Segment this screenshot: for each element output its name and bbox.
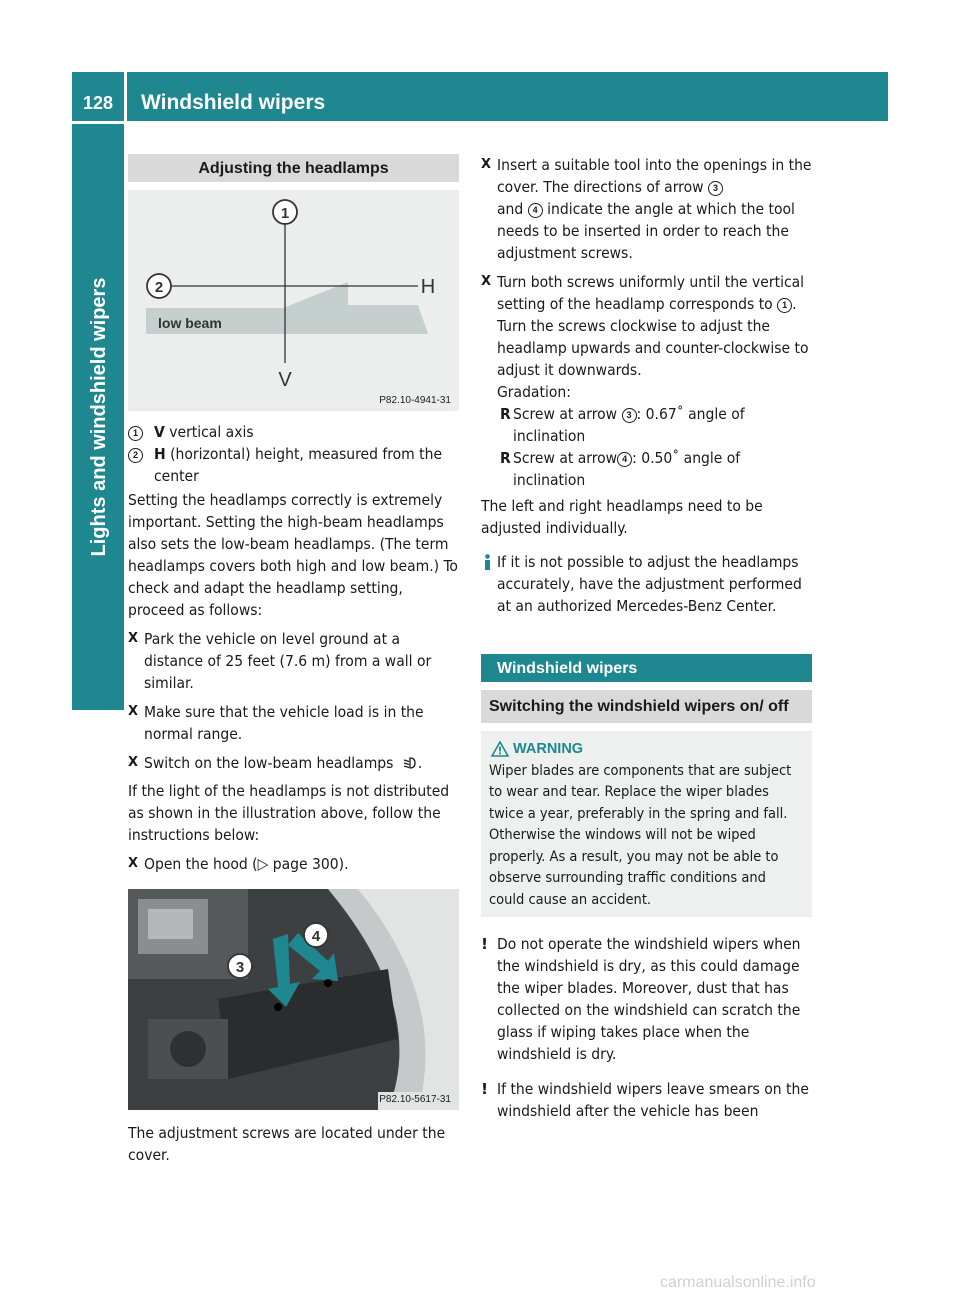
header-title: Windshield wipers xyxy=(141,91,326,114)
axis-v-label: V xyxy=(278,369,292,391)
gradation-2-pre: Screw at arrow xyxy=(513,449,618,467)
note-dry-windshield xyxy=(481,933,812,1065)
callout-2-text: 2 xyxy=(154,279,164,296)
warning-title-text: WARNING xyxy=(513,741,584,757)
headlamp-aim-svg xyxy=(128,190,459,411)
gradation-item-1: R Screw at arrow 3 : 0.67˚ angle of inclination xyxy=(500,405,745,445)
gradation-2-post: : 0.50˚ angle of inclination xyxy=(513,449,741,489)
legend-item-1 xyxy=(128,421,459,443)
subsection-title-switching: Switching the windshield wipers on/ off xyxy=(481,690,812,723)
gradation-label: Gradation: xyxy=(497,383,571,401)
step-arrow-icon: X xyxy=(481,274,492,289)
legend xyxy=(128,421,459,487)
legend-item-2 xyxy=(128,443,459,487)
gradation-2-num: 4 xyxy=(617,452,632,467)
warning-text: Wiper blades are components that are subject to wear and tear. Replace the wiper blades twice a year, preferably in the spring and fall. Otherwise the windows will not be wiped properly. As a result, you may not be able to observe surrounding traffic conditions and could cause an accident. xyxy=(489,762,792,908)
callout-1-text: 1 xyxy=(280,205,290,222)
step-arrow-icon: X xyxy=(481,157,492,172)
step-insert-text-2: and xyxy=(497,200,524,218)
step-turn-screws xyxy=(481,271,812,491)
step-turn-text-1: Turn both screws uniformly until the vertical setting of the headlamp corresponds to xyxy=(497,273,805,313)
step-arrow-icon: X xyxy=(128,631,139,646)
step-insert-text-1: Insert a suitable tool into the openings in the cover. The directions of arrow xyxy=(497,156,812,196)
warning-box xyxy=(481,731,812,917)
step-park xyxy=(128,628,459,694)
step-open-hood-text: Open the hood (▷ page 300). xyxy=(144,855,349,873)
after-steps-paragraph: If the light of the headlamps is not distributed as shown in the illustration above, follow the instructions below: xyxy=(128,782,450,844)
step-arrow-icon: X xyxy=(128,704,139,719)
section-title-adjusting-headlamps: Adjusting the headlamps xyxy=(128,154,459,182)
legend-num-1: 1 xyxy=(128,426,143,441)
legend-num-2: 2 xyxy=(128,448,143,463)
step-open-hood xyxy=(128,853,459,875)
gradation-1-num: 3 xyxy=(622,408,637,423)
legend-text-2: (horizontal) height, measured from the center xyxy=(154,445,443,485)
step-insert-tool xyxy=(481,154,812,264)
info-text: If it is not possible to adjust the headlamps accurately, have the adjustment performed at an authorized Mercedes-Benz Center. xyxy=(497,553,802,615)
legend-key-2: H xyxy=(154,445,166,463)
individual-paragraph: The left and right headlamps need to be adjusted individually. xyxy=(481,497,763,537)
note-2-text: If the windshield wipers leave smears on the windshield after the vehicle has been xyxy=(497,1080,809,1120)
headlamp-aim-diagram xyxy=(128,190,459,411)
section-title-windshield-wipers: Windshield wipers xyxy=(481,654,812,682)
num-circle-3: 3 xyxy=(708,181,723,196)
info-note xyxy=(481,551,812,617)
intro-paragraph: Setting the headlamps correctly is extremely important. Setting the high-beam headlamps also sets the low-beam headlamps. (The term headlamps covers both high and low beam.) To check and adapt the headlamp setting, proceed as follows: xyxy=(128,491,458,619)
note-1-text: Do not operate the windshield wipers when the windshield is dry, as this could damage the wiper blades. Moreover, dust that has collected on the windshield can scratch the glass if wiping takes place when the windshield is dry. xyxy=(497,935,801,1063)
axis-h-label: H xyxy=(420,276,436,298)
info-icon xyxy=(481,554,494,570)
num-circle-1: 1 xyxy=(777,298,792,313)
step-load xyxy=(128,701,459,745)
warning-icon xyxy=(491,741,509,757)
side-tab-label-wrap xyxy=(73,124,125,710)
callout-3-text: 3 xyxy=(235,959,245,976)
fig2-caption: The adjustment screws are located under the cover. xyxy=(128,1124,446,1164)
gradation-item-2: R Screw at arrow 4 : 0.50˚ angle of inclination xyxy=(500,449,741,489)
num-circle-4: 4 xyxy=(528,203,543,218)
right-column xyxy=(481,154,812,1122)
legend-key-1: V xyxy=(154,423,165,441)
side-tab-label: Lights and windshield wipers xyxy=(88,277,110,557)
page-number: 128 xyxy=(82,93,114,113)
note-smears xyxy=(481,1078,812,1122)
step-turn-text-2: . Turn the screws clockwise to adjust the headlamp upwards and counter-clockwise to adjust it downwards. xyxy=(497,295,809,379)
warning-title xyxy=(489,739,804,761)
figure-code-2: P82.10-5617-31 xyxy=(379,1094,451,1105)
exclamation-icon: ! xyxy=(481,935,489,953)
step-load-text: Make sure that the vehicle load is in the normal range. xyxy=(144,703,424,743)
left-column xyxy=(128,154,459,1166)
gradation-1-pre: Screw at arrow xyxy=(513,405,618,423)
figure-code-1: P82.10-4941-31 xyxy=(379,395,451,406)
callout-4-text: 4 xyxy=(311,928,321,945)
watermark: carmanualsonline.info xyxy=(660,1274,816,1291)
step-low-beam-text: Switch on the low-beam headlamps xyxy=(144,754,394,772)
gradation-1-post: : 0.67˚ angle of inclination xyxy=(513,405,745,445)
step-low-beam: X Switch on the low-beam headlamps . xyxy=(128,754,423,772)
step-arrow-icon: X xyxy=(128,856,139,871)
headlamp-screws-photo xyxy=(128,889,459,1110)
headlamp-screws-svg xyxy=(128,889,459,1110)
low-beam-icon xyxy=(402,756,418,770)
low-beam-label: low beam xyxy=(158,315,222,331)
step-park-text: Park the vehicle on level ground at a distance of 25 feet (7.6 m) from a wall or similar. xyxy=(144,630,432,692)
legend-text-1: vertical axis xyxy=(169,423,254,441)
step-arrow-icon: X xyxy=(128,755,139,770)
exclamation-icon: ! xyxy=(481,1080,489,1098)
step-insert-text-3: indicate the angle at which the tool needs to be inserted in order to reach the adjustment screws. xyxy=(497,200,795,262)
